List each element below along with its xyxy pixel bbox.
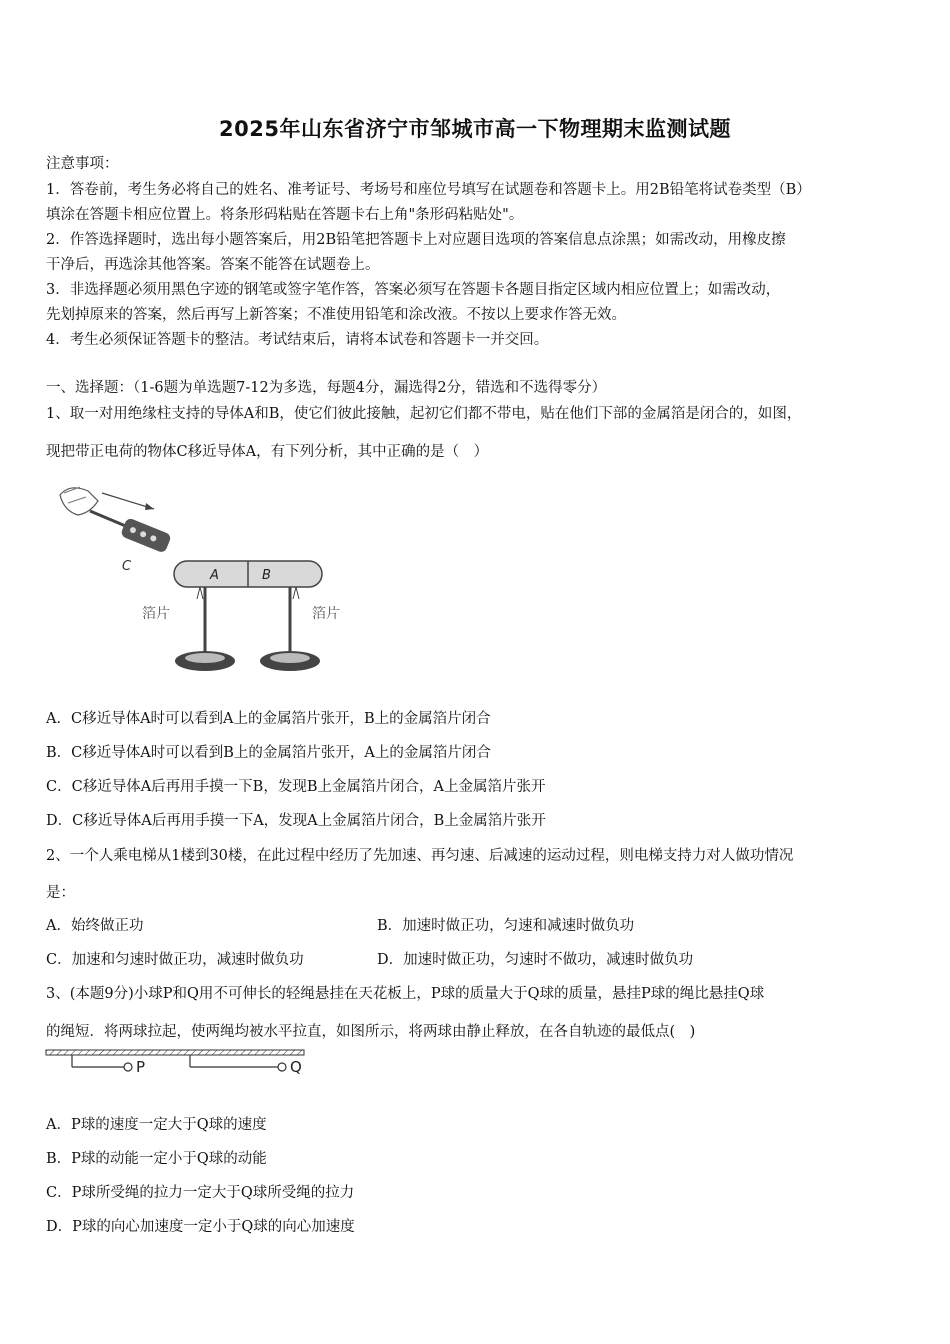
q3-option: D．P球的向心加速度一定小于Q球的向心加速度 — [46, 1219, 355, 1235]
notice-line: 2．作答选择题时，选出每小题答案后，用2B铅笔把答题卡上对应题目选项的答案信息点涂黑；如需改动，用橡皮擦 — [46, 232, 786, 248]
notice-line: 1．答卷前，考生务必将自己的姓名、准考证号、考场号和座位号填写在试题卷和答题卡上。用2B铅笔将试卷类型（B） — [46, 182, 811, 198]
label-a: A — [210, 568, 219, 583]
label-foil-right: 箔片 — [312, 606, 340, 622]
q1-stem: 1、取一对用绝缘柱支持的导体A和B，使它们彼此接触，起初它们都不带电，贴在他们下部的金属箔是闭合的，如图， — [46, 406, 802, 422]
notice-line: 先划掉原来的答案，然后再写上新答案；不准使用铅笔和涂改液。不按以上要求作答无效。 — [46, 307, 626, 323]
label-foil-left: 箔片 — [142, 606, 170, 622]
q2-stem: 2、一个人乘电梯从1楼到30楼，在此过程中经历了先加速、再匀速、后减速的运动过程，则电梯支持力对人做功情况 — [46, 848, 794, 864]
q3-stem: 3、(本题9分)小球P和Q用不可伸长的轻绳悬挂在天花板上，P球的质量大于Q球的质量，悬挂P球的绳比悬挂Q球 — [46, 986, 765, 1002]
notice-line: 填涂在答题卡相应位置上。将条形码粘贴在答题卡右上角"条形码粘贴处"。 — [46, 207, 524, 223]
q1-option: D．C移近导体A后再用手摸一下A，发现A上金属箔片闭合，B上金属箔片张开 — [46, 813, 546, 829]
q1-option: C．C移近导体A后再用手摸一下B，发现B上金属箔片闭合，A上金属箔片张开 — [46, 779, 546, 795]
label-q: Q — [290, 1058, 302, 1076]
q3-figure — [44, 1046, 314, 1080]
q3-option: A．P球的速度一定大于Q球的速度 — [46, 1117, 267, 1133]
notice-line: 4．考生必须保证答题卡的整洁。考试结束后，请将本试卷和答题卡一并交回。 — [46, 332, 549, 348]
page-title: 2025年山东省济宁市邹城市高一下物理期末监测试题 — [219, 117, 731, 141]
label-b: B — [262, 568, 271, 583]
q2-option: D．加速时做正功，匀速时不做功，减速时做负功 — [377, 952, 694, 968]
label-c: C — [122, 559, 132, 574]
q1-stem: 现把带正电荷的物体C移近导体A，有下列分析，其中正确的是（ ） — [46, 444, 489, 460]
q3-option: B．P球的动能一定小于Q球的动能 — [46, 1151, 267, 1167]
q2-option: C．加速和匀速时做正功，减速时做负功 — [46, 952, 304, 968]
q1-figure — [50, 475, 370, 695]
notice-line: 干净后，再选涂其他答案。答案不能答在试题卷上。 — [46, 257, 380, 273]
notice-line: 3．非选择题必须用黑色字迹的钢笔或签字笔作答，答案必须写在答题卡各题目指定区域内相应位置上；如需改动， — [46, 282, 781, 298]
q1-option: B．C移近导体A时可以看到B上的金属箔片张开，A上的金属箔片闭合 — [46, 745, 491, 761]
q3-option: C．P球所受绳的拉力一定大于Q球所受绳的拉力 — [46, 1185, 355, 1201]
notice-heading: 注意事项： — [46, 156, 119, 172]
section-heading: 一、选择题：（1-6题为单选题7-12为多选，每题4分，漏选得2分，错选和不选得零分） — [46, 380, 607, 396]
q2-option: A．始终做正功 — [46, 918, 144, 934]
q2-stem: 是： — [46, 885, 75, 901]
q1-option: A．C移近导体A时可以看到A上的金属箔片张开，B上的金属箔片闭合 — [46, 711, 491, 727]
q3-stem: 的绳短．将两球拉起，使两绳均被水平拉直，如图所示，将两球由静止释放，在各自轨迹的最低点( ) — [46, 1024, 696, 1040]
label-p: P — [136, 1058, 146, 1076]
q2-option: B．加速时做正功，匀速和减速时做负功 — [377, 918, 635, 934]
